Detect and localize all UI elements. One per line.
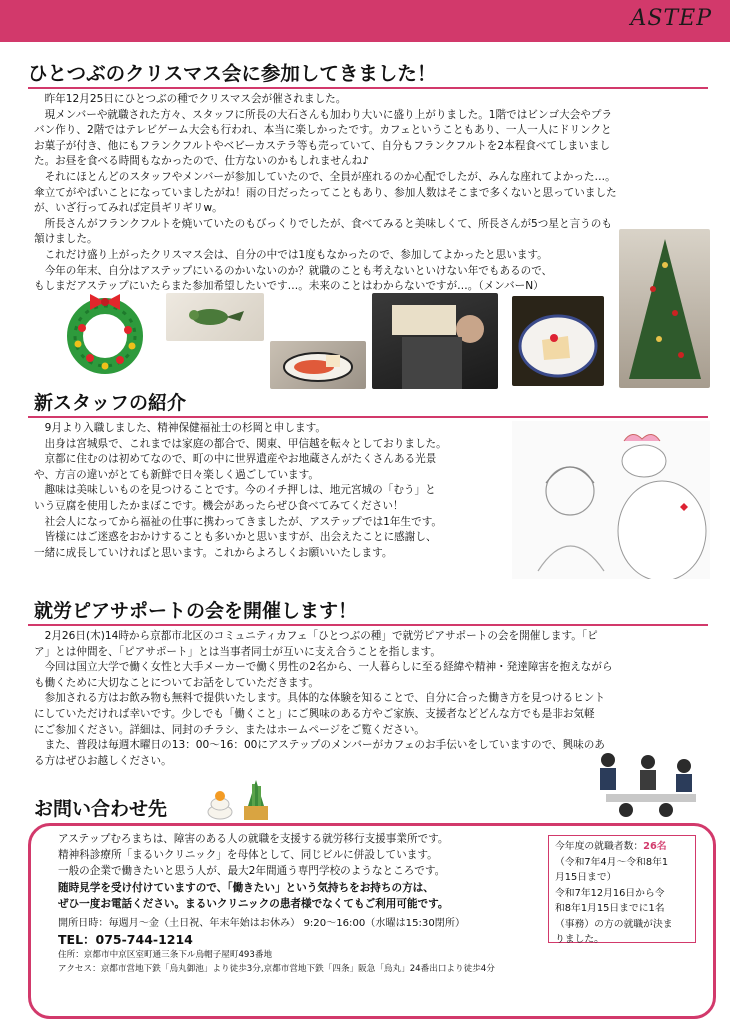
new-staff-line: 一緒に成長していければと思います。これからよろしくお願いいたします。 [34, 546, 393, 559]
new-staff-line: や、方言の違いがとても新鮮で日々楽しく過ごしています。 [34, 468, 319, 481]
staff-drawing [512, 421, 710, 579]
christmas-line: 傘立てがやばいことになっていましたがね！雨の日だったってこともあり、参加人数はそこまで多くないと思っていました [34, 186, 617, 199]
christmas-line: お菓子が付き、他にもフランクフルトやベビーカステラ等も売っていて、自分もフランクフルトを2本程食べてしまいまし [34, 139, 611, 152]
contact-title: お問い合わせ先 [34, 798, 168, 820]
employment-line: りました。 [555, 934, 604, 945]
christmas-line: それにほとんどのスタッフやメンバーが参加していたので、全員が座れるのか心配でしたが、みんな座れてよかった…。 [44, 170, 616, 183]
christmas-line: 今年の年末、自分はアステップにいるのかいないのか？就職のことも考えないといけない年でもあるので、 [44, 264, 553, 277]
contact-line: 精神科診療所「まるいクリニック」を母体として、同じビルに併設しています。 [58, 849, 438, 862]
employment-label: 今年度の就職者数： [555, 841, 644, 852]
opening-hours: 開所日時：毎週月〜金（土日祝、年末年始はお休み） 9:20〜16:00（水曜は15:30閉所） [58, 918, 466, 930]
new-year-decoration-icon [204, 776, 276, 822]
peer-support-line: また、普段は毎週木曜日の13：00〜16：00にアステップのメンバーがカフェのお手伝いをしていますので、興味のあ [44, 739, 605, 752]
christmas-line: た。お昼を食べる時間もなかったので、仕方ないのかもしれませんね♪ [34, 155, 369, 168]
contact-bold-line: ぜひ一度お電話ください。まるいクリニックの患者様でなくてもご利用可能です。 [58, 897, 449, 910]
new-staff-line: 9月より入職しました、精神保健福祉士の杉岡と申します。 [44, 422, 326, 434]
new-staff-line: 趣味は美味しいものを見つけることです。今のイチ押しは、地元宮城の「むう」と [44, 484, 436, 497]
employment-line: 令和7年12月16日から令 [555, 887, 665, 899]
new-staff-line: いう豆腐を使用したかまぼこです。機会があったらぜひ食べてみてください！ [34, 499, 404, 512]
christmas-line: 昨年12月25日にひとつぶの種でクリスマス会が催されました。 [44, 93, 347, 105]
employment-line: 和8年1月15日までに1名 [555, 903, 665, 914]
christmas-line: バン作り、2階ではテレビゲーム大会も行われ、本当に楽しかったです。カフェということもあり、一人一人にドリンクと [34, 124, 612, 137]
access-info: アクセス：京都市営地下鉄「烏丸御池」より徒歩3分,京都市営地下鉄「四条」阪急「烏丸」24番出口より徒歩4分 [58, 964, 495, 975]
peer-support-title: 就労ピアサポートの会を開催します！ [34, 600, 358, 622]
christmas-line: 所長さんがフランクフルトを焼いていたのもびっくりでしたが、食べてみると美味しくて、所長さんが5つ星と言うのも [44, 217, 612, 230]
peer-support-line: る方はぜひお越しください。 [34, 754, 172, 767]
employment-line: （事務）の方の就職が決ま [555, 918, 673, 930]
peer-support-rule [28, 624, 708, 626]
peer-support-line: も働くために大切なことについてお話をしていただきます。 [34, 676, 319, 689]
new-staff-line: 出身は宮城県で、これまでは家庭の都合で、関東、甲信越を転々としておりました。 [44, 437, 447, 450]
peer-support-line: 今回は国立大学で働く女性と大手メーカーで働く男性の2名から、一人暮らしに至る経緯や精神・発達障害を抱えながら [44, 661, 613, 674]
peer-support-line: 2月26日(木)14時から京都市北区のコミュニティカフェ「ひとつぶの種」で就労ピアサポートの会を開催します。「ピ [44, 630, 598, 642]
christmas-line: これだけ盛り上がったクリスマス会は、自分の中では1度もなかったので、参加してよかったと思います。 [44, 248, 548, 261]
wreath-illustration [60, 288, 150, 378]
address: 住所：京都市中京区室町通三条下ル烏帽子屋町493番地 [58, 950, 273, 961]
contact-line: 一般の企業で働きたいと思う人が、最大2年間通う専門学校のようなところです。 [58, 865, 446, 878]
contact-line: アステップむろまちは、障害のある人の就職を支援する就労移行支援事業所です。 [58, 833, 449, 845]
peer-support-line: 参加される方はお飲み物も無料で提供いたします。具体的な体験を知ることで、自分に合った働き方を見つけるヒント [44, 692, 605, 705]
peer-support-line: ア」とは仲間を、「ピアサポート」とは当事者同士が互いに支え合うことを指します。 [34, 645, 442, 658]
christmas-line: 現メンバーや就職された方々、スタッフに所長の大石さんも加わり大いに盛り上がりました。1階ではビンゴ大会やプラ [44, 108, 613, 121]
new-staff-title: 新スタッフの紹介 [34, 392, 187, 414]
plaban-bird-photo [166, 293, 264, 341]
contact-info [58, 831, 538, 976]
christmas-body [34, 92, 714, 295]
new-staff-body [34, 421, 504, 561]
meeting-illustration [586, 744, 706, 824]
employment-line: 月15日まで） [555, 872, 617, 883]
christmas-line: 頷けました。 [34, 233, 98, 246]
astep-logo: ASTEP [630, 6, 712, 31]
employment-count: 26名 [643, 841, 667, 852]
new-staff-line: 社会人になってから福祉の仕事に携わってきましたが、アステップでは1年生です。 [44, 515, 443, 528]
new-staff-line: 京都に住むのは初めてなので、町の中に世界遺産やお地蔵さんがたくさんある光景 [44, 453, 437, 466]
peer-support-line: にしていただければ幸いです。少しでも「働くこと」にご興味のある方やご家族、支援者などどんな方でも是非お気軽 [34, 707, 595, 720]
peer-support-line: にご参加ください。詳細は、同封のチラシ、またはホームページをご覧ください。 [34, 723, 425, 736]
christmas-tree-photo [619, 229, 710, 388]
employment-line: （令和7年4月〜令和8年1 [555, 856, 669, 868]
phone-number[interactable]: TEL：075-744-1214 [58, 932, 193, 948]
plaban-sushi-photo [270, 341, 366, 389]
new-staff-rule [28, 416, 708, 418]
christmas-title: ひとつぶのクリスマス会に参加してきました！ [28, 62, 437, 85]
christmas-rule [28, 87, 708, 89]
group-photo [372, 293, 498, 389]
employment-count-box [548, 835, 696, 943]
header-bar [0, 0, 730, 42]
contact-bold-line: 随時見学を受け付けていますので、「働きたい」という気持ちをお持ちの方は、 [58, 881, 434, 894]
new-staff-line: 皆様にはご迷惑をおかけすることも多いかと思いますが、出会えたことに感謝し、 [44, 531, 437, 544]
cake-photo [512, 296, 604, 386]
christmas-line: もしまだアステップにいたらまた参加希望したいです…。未来のことはわからないですが…。（メンバーN） [34, 280, 544, 293]
christmas-line: が、いざ行ってみれば定員ギリギリw。 [34, 202, 223, 215]
